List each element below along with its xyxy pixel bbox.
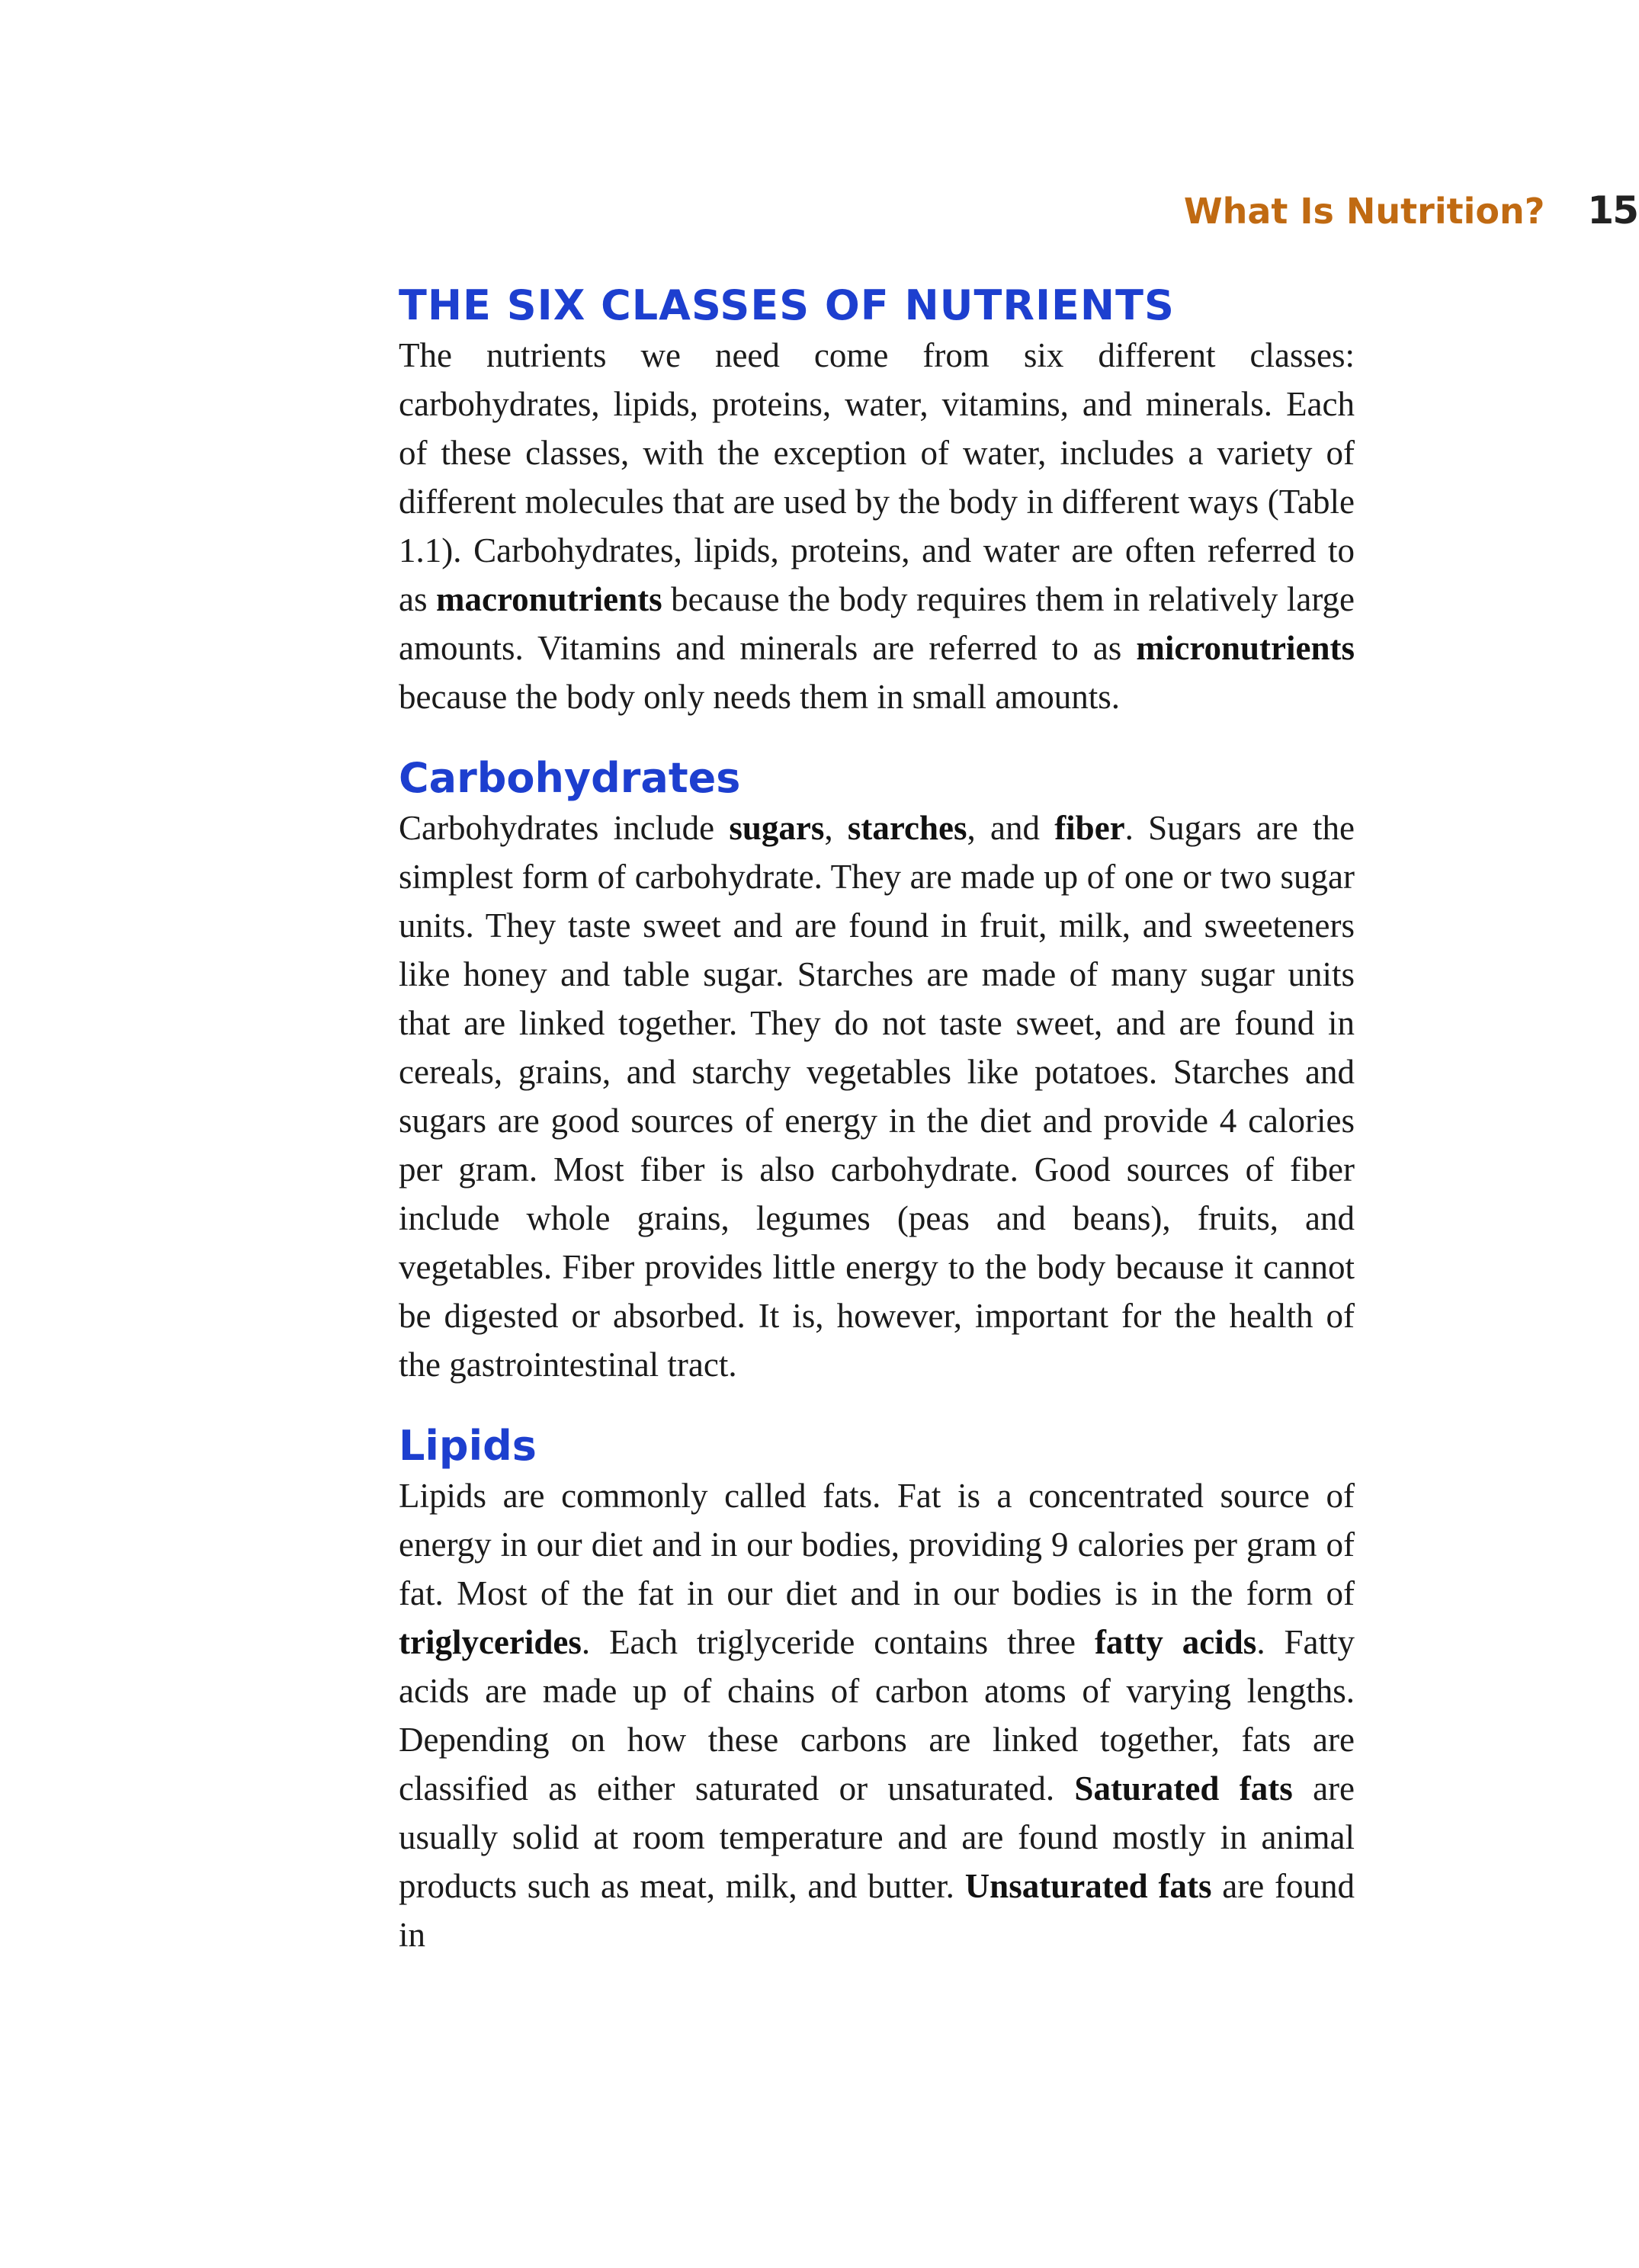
running-head-section-title: What Is Nutrition? [1183,191,1545,232]
key-term: starches [847,809,967,847]
page-number: 15 [1587,188,1637,233]
section-paragraph: Carbohydrates include sugars, starches, and fiber. Sugars are the simplest form of carbohydrate. They are made up of one or two sugar units. They taste sweet and are found in fruit, milk, and sweeteners like honey and table sugar. Starches are made of many sugar units that are linked together. They do not taste sweet, and are found in cereals, grains, and starchy vegetables like potatoes. Starches and sugars are good sources of energy in the diet and provide 4 calories per gram. Most fiber is also carbohydrate. Good sources of fiber include whole grains, legumes (peas and beans), fruits, and vegetables. Fiber provides little energy to the body because it cannot be digested or absorbed. It is, however, important for the health of the gastrointestinal tract. [399,809,1355,1384]
section-six-classes [399,281,1355,721]
text-column [399,281,1355,1991]
section-lipids [399,1421,1355,1959]
section-heading: Carbohydrates [399,754,741,802]
section-heading: Lipids [399,1422,537,1470]
key-term: sugars [729,809,825,847]
section-carbohydrates [399,753,1355,1389]
key-term: Unsaturated fats [964,1867,1212,1905]
key-term: Saturated fats [1074,1769,1293,1808]
key-term: triglycerides [399,1623,582,1661]
section-paragraph: The nutrients we need come from six different classes: carbohydrates, lipids, proteins, water, vitamins, and minerals. Each of these classes, with the exception of water, includes a variety of different molecules that are used by the body in different ways (Table 1.1). Carbohydrates, lipids, proteins, and water are often referred to as macronutrients because the body requires them in relatively large amounts. Vitamins and minerals are referred to as micronutrients because the body only needs them in small amounts. [399,336,1355,716]
section-paragraph: Lipids are commonly called fats. Fat is a concentrated source of energy in our diet and in our bodies, providing 9 calories per gram of fat. Most of the fat in our diet and in our bodies is in the form of triglycerides. Each triglyceride contains three fatty acids. Fatty acids are made up of chains of carbon atoms of varying lengths. Depending on how these carbons are linked together, fats are classified as either saturated or unsaturated. Saturated fats are usually solid at room temperature and are found mostly in animal products such as meat, milk, and butter. Unsaturated fats are found in [399,1477,1355,1954]
section-heading: THE SIX CLASSES OF NUTRIENTS [399,281,1175,329]
running-head [198,183,1639,239]
key-term: fiber [1054,809,1125,847]
key-term: fatty acids [1094,1623,1257,1661]
key-term: macronutrients [436,580,662,618]
key-term: micronutrients [1136,629,1355,667]
